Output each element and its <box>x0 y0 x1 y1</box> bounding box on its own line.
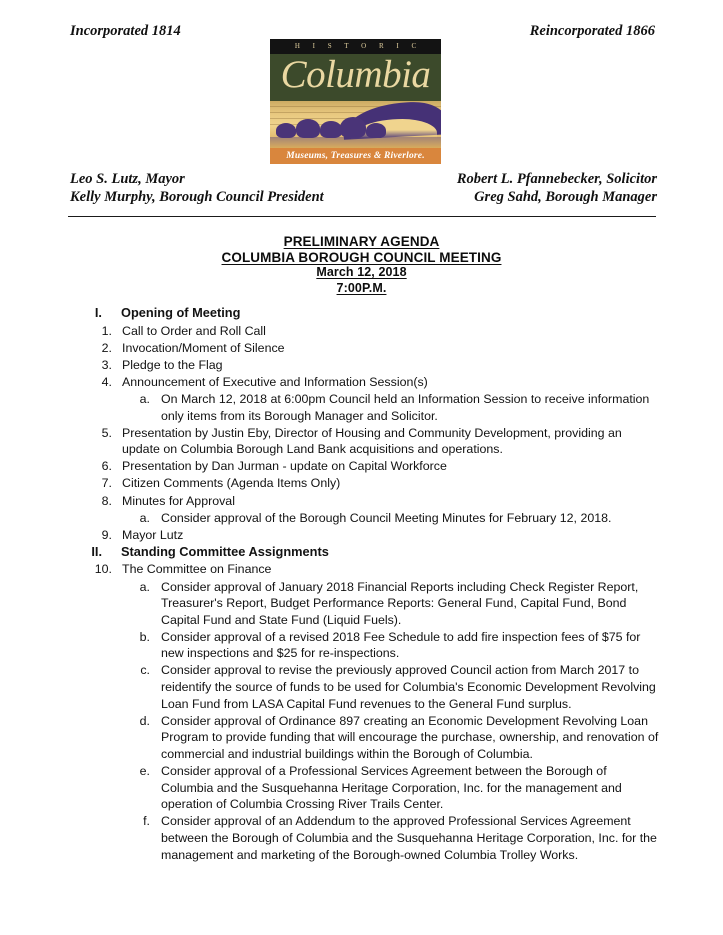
agenda-marker: a. <box>139 579 150 594</box>
logo-green-panel <box>270 54 441 101</box>
agenda-section <box>0 544 723 561</box>
agenda-item <box>0 458 723 475</box>
agenda-text: Invocation/Moment of Silence <box>122 340 285 355</box>
agenda-item <box>0 493 723 510</box>
logo-tagline: Museums, Treasures & Riverlore. <box>270 148 441 164</box>
agenda-text: Consider approval of an Addendum to the approved Professional Services Agreement between the Borough of Columbia and the Susquehanna Heritage Corporation, Inc. for the management and marketing of the Borough-owned Columbia Trolley Works. <box>161 814 657 862</box>
agenda-marker: e. <box>139 764 150 779</box>
agenda-marker: 1. <box>101 323 112 338</box>
logo-river-scene <box>270 101 441 148</box>
agenda-text: On March 12, 2018 at 6:00pm Council held an Information Session to receive information only items from its Borough Manager and Solicitor. <box>161 391 650 423</box>
agenda-text: Minutes for Approval <box>122 493 235 508</box>
agenda-item <box>0 475 723 492</box>
agenda-subitem <box>0 763 723 813</box>
official-borough-manager: Greg Sahd, Borough Manager <box>474 189 657 205</box>
agenda-text: Presentation by Dan Jurman - update on Capital Workforce <box>122 459 447 474</box>
official-council-president: Kelly Murphy, Borough Council President <box>70 189 324 205</box>
agenda-item <box>0 357 723 374</box>
agenda-item <box>0 425 723 458</box>
title-line-preliminary-agenda: PRELIMINARY AGENDA <box>283 234 440 249</box>
incorporated-date: Incorporated 1814 <box>70 23 181 39</box>
reincorporated-date: Reincorporated 1866 <box>529 23 655 39</box>
agenda-subitem <box>0 510 723 527</box>
agenda-marker: 7. <box>101 476 112 491</box>
agenda-title-block <box>0 234 723 296</box>
logo-historic-banner: H I S T O R I C <box>270 39 441 54</box>
agenda-subitem <box>0 579 723 629</box>
agenda-marker: 4. <box>101 374 112 389</box>
agenda-marker: 2. <box>101 340 112 355</box>
agenda-item <box>0 374 723 391</box>
agenda-text: Consider approval of Ordinance 897 creating an Economic Development Revolving Loan Program to provide funding that will encourage the purchase, ownership, and renovation of commercial and industrial buildings within the Borough of Columbia. <box>161 713 659 761</box>
agenda-text: The Committee on Finance <box>122 562 272 577</box>
agenda-marker: 6. <box>101 459 112 474</box>
agenda-marker: II. <box>91 543 102 559</box>
agenda-marker: b. <box>139 629 150 644</box>
official-mayor: Leo S. Lutz, Mayor <box>70 171 185 187</box>
agenda-text: Citizen Comments (Agenda Items Only) <box>122 476 341 491</box>
document-masthead <box>0 0 723 170</box>
agenda-marker: f. <box>143 814 150 829</box>
agenda-section <box>0 305 723 322</box>
borough-officials <box>70 170 657 206</box>
title-line-date: March 12, 2018 <box>316 265 407 279</box>
agenda-marker: d. <box>139 713 150 728</box>
title-line-time: 7:00P.M. <box>336 280 387 295</box>
agenda-subitem <box>0 629 723 662</box>
agenda-subitem <box>0 813 723 863</box>
logo-wordmark: Columbia <box>280 54 431 96</box>
agenda-text: Announcement of Executive and Information Session(s) <box>122 374 428 389</box>
agenda-subitem <box>0 391 723 424</box>
agenda-marker: a. <box>139 391 150 406</box>
agenda-text: Consider approval to revise the previously approved Council action from March 2017 to reidentify the source of funds to be used for Columbia's Economic Development Revolving Loan Fund from LASA Capital Fund revenues to the General Fund surplus. <box>161 663 656 711</box>
agenda-marker: 9. <box>101 527 112 542</box>
agenda-marker: I. <box>94 305 102 320</box>
agenda-text: Opening of Meeting <box>121 305 241 320</box>
agenda-marker: 10. <box>94 562 112 577</box>
agenda-marker: a. <box>139 510 150 525</box>
agenda-marker: 3. <box>101 357 112 372</box>
agenda-text: Call to Order and Roll Call <box>122 323 266 338</box>
agenda-item <box>0 561 723 578</box>
agenda-subitem <box>0 662 723 712</box>
agenda-text: Mayor Lutz <box>122 527 184 542</box>
agenda-body <box>0 305 723 864</box>
agenda-item <box>0 340 723 357</box>
title-line-meeting-name: COLUMBIA BOROUGH COUNCIL MEETING <box>221 249 502 265</box>
agenda-item <box>0 323 723 340</box>
agenda-text: Pledge to the Flag <box>122 357 223 372</box>
agenda-marker: c. <box>140 663 150 678</box>
agenda-text: Standing Committee Assignments <box>121 543 329 559</box>
agenda-text: Consider approval of a Professional Services Agreement between the Borough of Columbia and the Susquehanna Heritage Corporation, Inc. for the management and operation of Columbia Crossing River Trails Center. <box>161 764 622 812</box>
agenda-marker: 8. <box>101 493 112 508</box>
agenda-text: Consider approval of the Borough Council Meeting Minutes for February 12, 2018. <box>161 510 612 525</box>
agenda-item <box>0 527 723 544</box>
official-solicitor: Robert L. Pfannebecker, Solicitor <box>456 171 657 187</box>
agenda-text: Presentation by Justin Eby, Director of Housing and Community Development, providing an update on Columbia Borough Land Bank acquisitions and operations. <box>122 425 622 457</box>
agenda-text: Consider approval of a revised 2018 Fee Schedule to add fire inspection fees of $75 for new inspections and $25 for re-inspections. <box>161 629 641 661</box>
historic-columbia-logo <box>270 39 441 164</box>
agenda-text: Consider approval of January 2018 Financial Reports including Check Register Report, Treasurer's Report, Budget Performance Reports: General Fund, Capital Fund, Bond Capital Fund and State Fund (Liquid Fuels). <box>161 579 639 627</box>
agenda-marker: 5. <box>101 425 112 440</box>
header-divider <box>68 216 656 217</box>
agenda-subitem <box>0 713 723 763</box>
